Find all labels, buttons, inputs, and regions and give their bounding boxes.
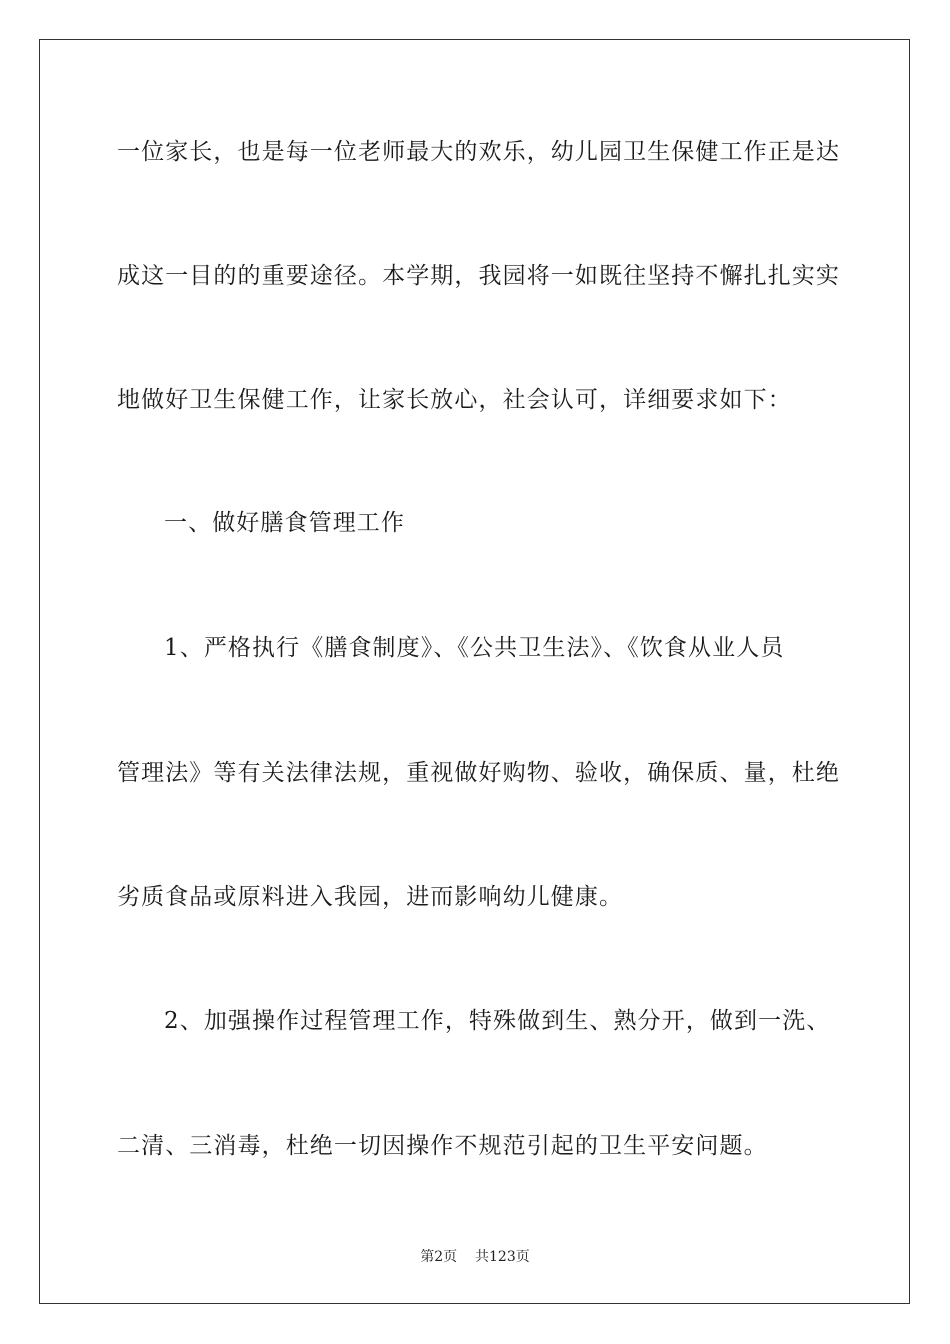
paragraph-line: 2、加强操作过程管理工作，特殊做到生、熟分开，做到一洗、 — [164, 1008, 831, 1034]
page-total: 共123页 — [475, 1249, 530, 1265]
paragraph-line: 1、严格执行《膳食制度》、《公共卫生法》、《饮食从业人员 — [164, 635, 785, 661]
page-border — [39, 39, 910, 1304]
paragraph-line: 成这一目的的重要途径。本学期，我园将一如既往坚持不懈扎扎实实 — [117, 263, 840, 289]
page-footer — [0, 1248, 950, 1266]
section-heading: 一、做好膳食管理工作 — [164, 510, 405, 536]
page-number: 第2页 — [420, 1249, 458, 1265]
paragraph-line: 地做好卫生保健工作，让家长放心，社会认可，详细要求如下： — [117, 387, 792, 413]
paragraph-line: 二清、三消毒，杜绝一切因操作不规范引起的卫生平安问题。 — [117, 1133, 768, 1159]
paragraph-line: 一位家长，也是每一位老师最大的欢乐，幼儿园卫生保健工作正是达 — [117, 139, 840, 165]
paragraph-line: 劣质食品或原料进入我园，进而影响幼儿健康。 — [117, 884, 624, 910]
paragraph-line: 管理法》等有关法律法规，重视做好购物、验收，确保质、量，杜绝 — [117, 760, 840, 786]
